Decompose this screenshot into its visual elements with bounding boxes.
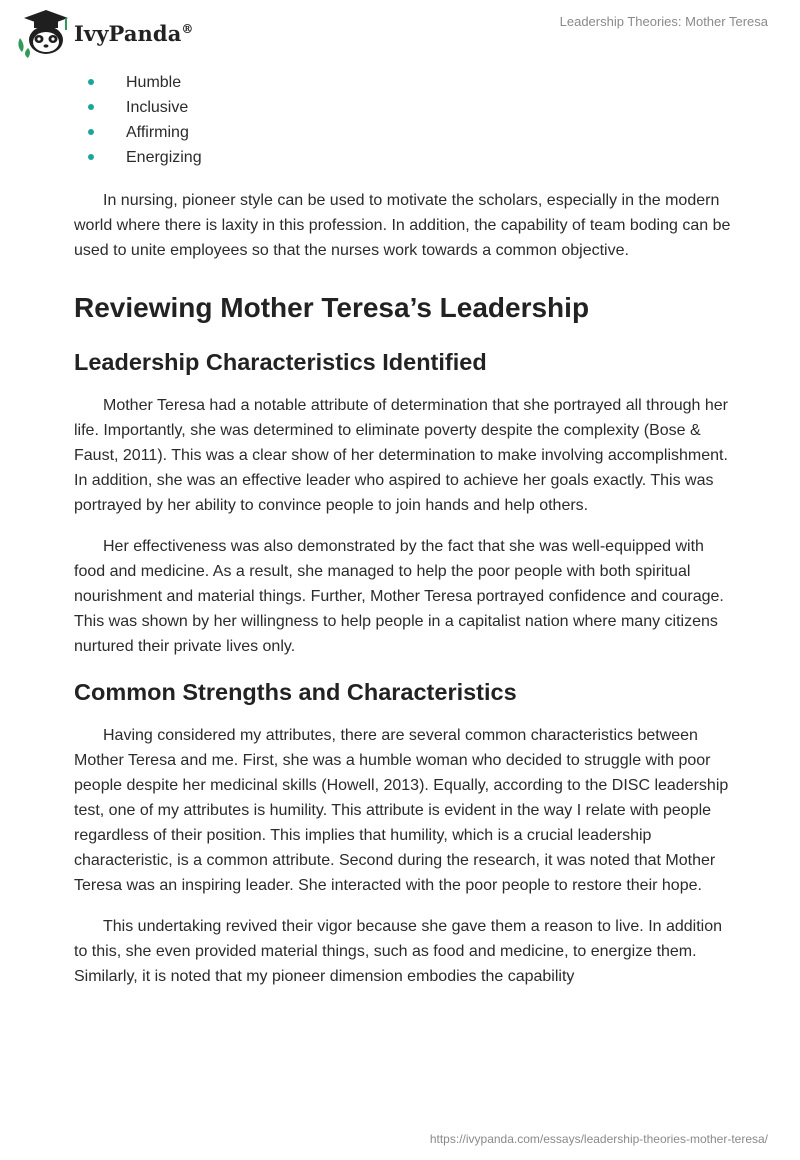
bullet-icon bbox=[88, 129, 94, 135]
paragraph: Having considered my attributes, there are several common characteristics between Mother Teresa and me. First, she was a humble woman who decided to struggle with poor people despite her medicinal skills (Howell, 2013). Equally, according to the DISC leadership test, one of my attributes is humility. This attribute is evident in the way I relate with people regardless of their position. This implies that humility, which is a crucial leadership characteristic, is a common attribute. Second during the research, it was noted that Mother Teresa was an inspiring leader. She interacted with the poor people to restore their hope. bbox=[74, 727, 729, 894]
page-header bbox=[0, 0, 800, 64]
panda-logo-icon bbox=[14, 8, 72, 58]
bullet-icon bbox=[88, 154, 94, 160]
bullet-icon bbox=[88, 104, 94, 110]
list-item: Affirming bbox=[74, 120, 734, 145]
subsection-heading: Leadership Characteristics Identified bbox=[74, 349, 487, 375]
paragraph: This undertaking revived their vigor because she gave them a reason to live. In addition to this, she even provided material things, such as food and medicine, to energize them. Similarly, it is noted that my pioneer dimension embodies the capability bbox=[74, 918, 723, 985]
paragraph: In nursing, pioneer style can be used to motivate the scholars, especially in the modern world where there is laxity in this profession. In addition, the capability of team boding can be used to unite employees so that the nurses work towards a common objective. bbox=[74, 192, 731, 259]
subsection-heading: Common Strengths and Characteristics bbox=[74, 679, 517, 705]
ivypanda-logo[interactable] bbox=[14, 8, 214, 58]
list-item: Inclusive bbox=[74, 95, 734, 120]
brand-name: IvyPanda® bbox=[74, 20, 194, 46]
list-item: Humble bbox=[74, 70, 734, 95]
paragraph: Her effectiveness was also demonstrated by the fact that she was well-equipped with food and medicine. As a result, she managed to help the poor people with both spiritual nourishment and material things. Further, Mother Teresa portrayed confidence and courage. This was shown by her willingness to help people in a capitalist nation where many citizens nurtured their private lives only. bbox=[74, 538, 724, 655]
list-item: Energizing bbox=[74, 145, 734, 170]
section-heading: Reviewing Mother Teresa’s Leadership bbox=[74, 292, 590, 323]
source-url-link[interactable]: https://ivypanda.com/essays/leadership-theories-mother-teresa/ bbox=[429, 1132, 768, 1146]
essay-content bbox=[74, 70, 734, 989]
document-title: Leadership Theories: Mother Teresa bbox=[559, 14, 768, 29]
attribute-list bbox=[74, 70, 734, 170]
paragraph: Mother Teresa had a notable attribute of determination that she portrayed all through her life. Importantly, she was determined to eliminate poverty despite the complexity (Bose & Faust, 2011). This was a clear show of her determination to make involving accomplishment. In addition, she was an effective leader who aspired to achieve her goals exactly. This was portrayed by her ability to convince people to join hands and help others. bbox=[74, 397, 728, 514]
bullet-icon bbox=[88, 79, 94, 85]
